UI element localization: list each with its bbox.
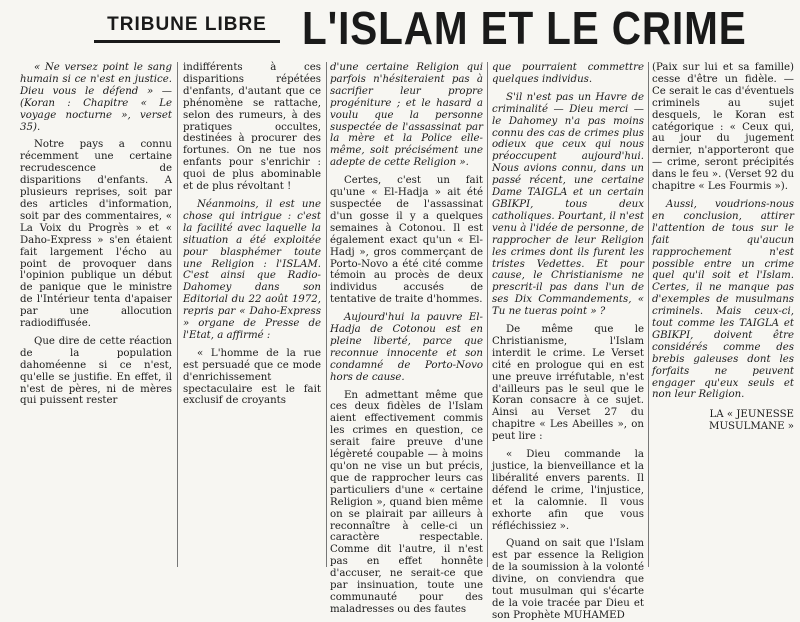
paragraph: En admettant même que ces deux fidèles de l'Islam aient effectivement commis les crimes en question, ce serait faire preuve d'une légèreté coupable — à moins qu'on ne vise un but précis, que de rapprocher leurs cas particuliers d'une « certaine Religion », quand bien même on se plairait par ailleurs à reconnaître à celle-ci un caractère respectable. Comme dit l'autre, il n'est pas en effet honnête d'accuser, ne serait-ce que par insinuation, toute une communauté pour des maladresses ou des fautes xyxy=(330,389,483,615)
column-divider xyxy=(326,62,327,567)
paragraph: Aussi, voudrions-nous en conclusion, attirer l'attention de tous sur le fait qu'aucun rapprochement n'est possible entre un crime quel qu'il soit et l'Islam. Certes, il ne manque pas d'exemples de musulmans criminels. Mais ceux-ci, tout comme les TAIGLA et GBIKPI, doivent être considérés comme des brebis galeuses dont les forfaits ne peuvent engager qu'eux seuls et non leur Religion. xyxy=(652,198,794,401)
paragraph: (Paix sur lui et sa famille) cesse d'être un fidèle. — Ce serait le cas d'éventuels criminels au sujet desquels, le Koran est catégorique : « Ceux qui, au jour du jugement dernier, n'apporteront que — crime, seront précipités dans le feu ». (Verset 92 du chapitre « Les Fourmis »). xyxy=(652,62,794,193)
rubric-label: TRIBUNE LIBRE xyxy=(107,14,267,35)
article-column-1 xyxy=(20,62,172,567)
signature-line-2: MUSULMANE » xyxy=(709,421,794,433)
headline: L'ISLAM ET LE CRIME xyxy=(302,2,747,54)
signature xyxy=(652,409,794,433)
column-divider xyxy=(177,62,178,567)
paragraph: Quand on sait que l'Islam est par essence la Religion de la soumission à la volonté divine, on conviendra que tout musulman qui s'écarte de la voie tracée par Dieu et son Prophète MUHAMED xyxy=(492,538,644,621)
paragraph: Néanmoins, il est une chose qui intrigue : c'est la facilité avec laquelle la situation a été exploitée pour blasphémer toute une Religion : l'ISLAM. C'est ainsi que Radio-Dahomey dans son Editorial du 22 août 1972, repris par « Daho-Express » organe de Presse de l'Etat, a affirmé : xyxy=(183,198,321,341)
paragraph: Notre pays a connu récemment une certaine recrudescence de disparitions d'enfants. A plusieurs reprises, soit par des articles d'information, soit par des commentaires, « La Voix du Progrès » et « Daho-Express » s'en étaient fait largement l'écho au point de provoquer dans l'opinion publique un début de panique que le ministre de l'Intérieur tenta d'apaiser par une allocution radiodiffusée. xyxy=(20,139,172,330)
article-column-5 xyxy=(652,62,794,567)
paragraph: Aujourd'hui la pauvre El-Hadja de Cotonou est en pleine liberté, parce que reconnue innocente et son condamné de Porto-Novo hors de cause. xyxy=(330,312,483,383)
paragraph: que pourraient commettre quelques individus. xyxy=(492,62,644,85)
rubric-underline xyxy=(94,40,280,43)
article-column-3 xyxy=(330,62,483,615)
paragraph: Certes, c'est un fait qu'une « El-Hadja » ait été suspectée de l'assassinat d'un gosse il y a quelques semaines à Cotonou. Il est également exact qu'un « El-Hadj », gros commerçant de Porto-Novo a été cité comme témoin au procès de deux individus accusés de tentative de traite d'hommes. xyxy=(330,175,483,306)
paragraph: d'une certaine Religion qui parfois n'hésiteraient pas à sacrifier leur propre progéniture ; et le hasard a voulu que la personne suspectée de l'assassinat par la mère et la Police elle-même, soit précisément une adepte de cette Religion ». xyxy=(330,62,483,169)
quote-paragraph: « Dieu commande la justice, la bienveillance et la libéralité envers parents. Il défend le crime, l'injustice, et la calomnie. Il vous exhorte afin que vous réfléchissiez ». xyxy=(492,449,644,532)
article-column-4 xyxy=(492,62,644,621)
column-divider xyxy=(648,62,649,567)
column-divider xyxy=(487,62,488,567)
paragraph: indifférents à ces disparitions répétées d'enfants, d'autant que ce phénomène se rattache, selon des rumeurs, à des pratiques occultes, destinées à procurer des fortunes. On ne tue nos enfants pour s'enrichir : quoi de plus abominable et de plus révoltant ! xyxy=(183,62,321,193)
article-column-2 xyxy=(183,62,321,567)
quote-paragraph: « L'homme de la rue est persuadé que ce mode d'enrichissement spectaculaire est le fait exclusif de croyants xyxy=(183,347,321,407)
signature-line-1: LA « JEUNESSE xyxy=(709,409,794,421)
paragraph: Que dire de cette réaction de la population dahoméenne si ce n'est, qu'elle se justifie. En effet, il n'est de pères, ni de mères qui puissent rester xyxy=(20,335,172,407)
paragraph: De même que le Christianisme, l'Islam interdit le crime. Le Verset cité en prologue qui en est une preuve irréfutable, n'est d'ailleurs pas le seul que le Koran consacre à ce sujet. Ainsi au Verset 27 du chapitre « Les Abeilles », on peut lire : xyxy=(492,324,644,443)
epigraph: « Ne versez point le sang humain si ce n'est en justice. Dieu vous le défend » — (Koran : Chapitre « Le voyage nocturne », verset 35). xyxy=(20,62,172,133)
paragraph: S'il n'est pas un Havre de criminalité — Dieu merci — le Dahomey n'a pas moins connu des cas de crimes plus odieux que ceux qui nous préoccupent aujourd'hui. Nous avions connu, dans un passé récent, une certaine Dame TAIGLA et un certain GBIKPI, tous deux catholiques. Pourtant, il n'est venu à l'idée de personne, de rapprocher de leur Religion les crimes dont ils furent les tristes Vedettes. Et pour cause, le Christianisme ne prescrit-il pas dans l'un de ses Dix Commandements, « Tu ne tueras point » ? xyxy=(492,91,644,318)
